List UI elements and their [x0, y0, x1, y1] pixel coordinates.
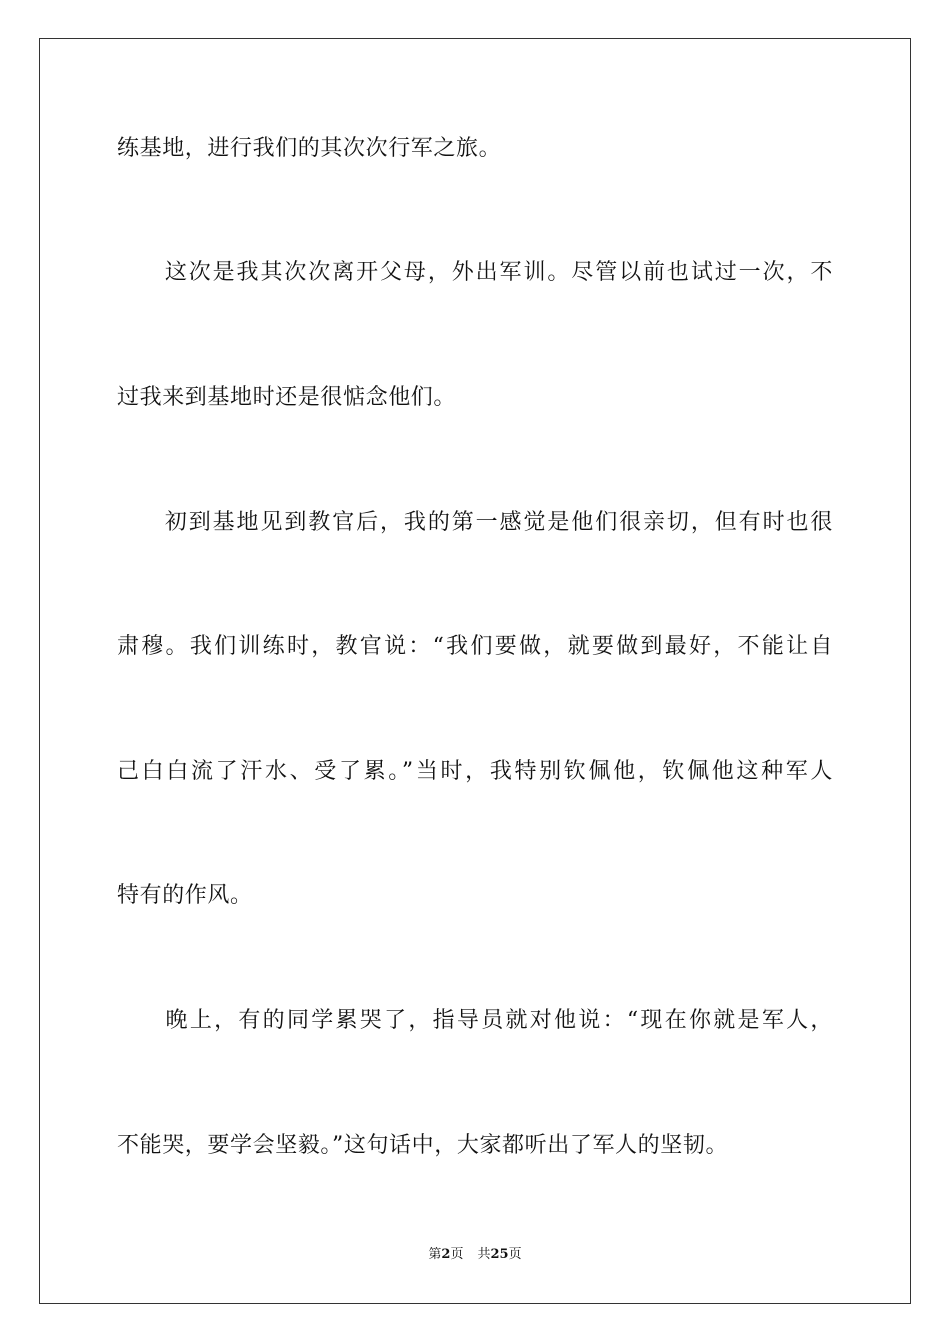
footer-page-suffix: 页 [450, 1247, 464, 1262]
text-line-4: 初到基地见到教官后，我的第一感觉是他们很亲切，但有时也很 [117, 510, 833, 535]
page-border [39, 38, 911, 1304]
text-line-5: 肃穆。我们训练时，教官说：“我们要做，就要做到最好，不能让自 [117, 634, 833, 659]
text-line-7: 特有的作风。 [117, 883, 253, 908]
text-line-9: 不能哭，要学会坚毅。”这句话中，大家都听出了军人的坚韧。 [117, 1133, 729, 1158]
text-line-8: 晚上，有的同学累哭了，指导员就对他说：“现在你就是军人， [117, 1008, 833, 1033]
footer-total-prefix: 共 [477, 1247, 491, 1262]
footer-page-number: 2 [441, 1247, 451, 1262]
text-line-3: 过我来到基地时还是很惦念他们。 [117, 385, 457, 410]
footer-page-prefix: 第 [428, 1247, 442, 1262]
text-line-1: 练基地，进行我们的其次次行军之旅。 [117, 136, 502, 161]
page-footer [0, 1246, 950, 1264]
footer-total-pages: 25 [490, 1247, 509, 1262]
text-line-2: 这次是我其次次离开父母，外出军训。尽管以前也试过一次，不 [117, 260, 833, 285]
footer-total-suffix: 页 [508, 1247, 522, 1262]
text-line-6: 己白白流了汗水、受了累。”当时，我特别钦佩他，钦佩他这种军人 [117, 759, 833, 784]
